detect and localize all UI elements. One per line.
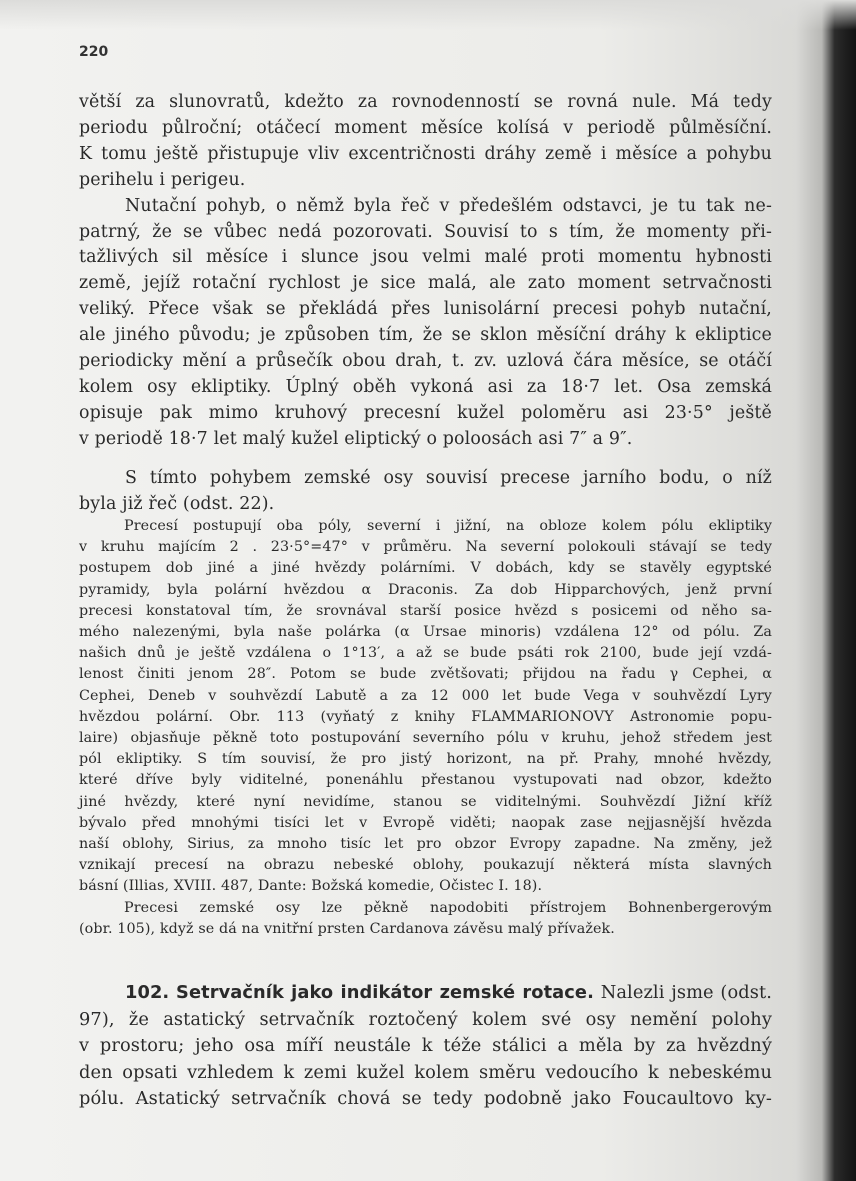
- text-line: bývalo před mnohými tisíci let v Evropě viděti; naopak zase nejjasnější hvězda: [79, 814, 772, 831]
- text-line: lenost činiti jenom 28″. Potom se bude zvětšovati; přijdou na řadu γ Cephei, α: [79, 666, 772, 683]
- text-line: mého nalezenými, byla naše polárka (α Ursae minoris) vzdálena 12° od pólu. Za: [79, 624, 772, 641]
- text-line: opisuje pak mimo kruhový precesní kužel poloměru asi 23·5° ještě: [79, 402, 772, 423]
- page-number: 220: [79, 44, 109, 60]
- text-line: Nutační pohyb, o němž byla řeč v předešlém odstavci, je tu tak ne-: [125, 195, 772, 216]
- text-line: země, jejíž rotační rychlost je sice malá, ale zato moment setrvačnosti: [79, 273, 772, 294]
- text-line: Nalezli jsme (odst.: [600, 982, 772, 1003]
- text-line: tažlivých sil měsíce i slunce jsou velmi malé proti momentu hybnosti: [79, 247, 772, 268]
- text-line: perihelu i perigeu.: [79, 169, 246, 190]
- text-line: K tomu ještě přistupuje vliv excentričnosti dráhy země i měsíce a pohybu: [79, 143, 772, 164]
- text-line: hvězdou polární. Obr. 113 (vyňatý z knihy FLAMMARIONOVY Astronomie popu-: [79, 708, 772, 725]
- text-line: den opsati vzhledem k zemi kužel kolem směru vedoucího k nebeskému: [79, 1061, 772, 1083]
- text-line: postupem dob jiné a jiné hvězdy polárními. V dobách, kdy se stavěly egyptské: [79, 560, 772, 577]
- text-line: naší oblohy, Sirius, za mnoho tisíc let pro obzor Evropy zapadne. Na změny, jež: [79, 836, 772, 853]
- text-line: byla již řeč (odst. 22).: [79, 493, 275, 514]
- text-line: pólu. Astatický setrvačník chová se tedy podobně jako Foucaultovo ky-: [79, 1088, 772, 1109]
- section-number: 102.: [125, 982, 170, 1003]
- section-102: [79, 980, 772, 1113]
- text-line: vznikají precesí na obrazu nebeské oblohy, poukazují některá místa slavných: [79, 857, 772, 874]
- text-line: Precesi zemské osy lze pěkně napodobiti přístrojem Bohnenbergerovým: [124, 899, 772, 916]
- main-text-2: [79, 466, 772, 518]
- text-line: v kruhu majícím 2 . 23·5°=47° v průměru. Na severní polokouli stávají se tedy: [79, 539, 772, 556]
- page-top-shadow: [0, 0, 856, 30]
- text-line: periodu půlroční; otáčecí moment měsíce kolísá v periodě půlměsíční.: [79, 117, 772, 138]
- text-line: (obr. 105), když se dá na vnitřní prsten Cardanova závěsu malý přívažek.: [79, 920, 615, 937]
- text-line: našich dnů je ještě vzdálena o 1°13′, a až se bude psáti rok 2100, bude její vzdá-: [79, 645, 772, 662]
- text-line: ale jiného původu; je způsoben tím, že se sklon měsíční dráhy k ekliptice: [79, 325, 772, 346]
- text-line: větší za slunovratů, kdežto za rovnodenností se rovná nule. Má tedy: [79, 92, 772, 112]
- text-line: v periodě 18·7 let malý kužel eliptický o poloosách asi 7″ a 9″.: [79, 428, 633, 449]
- section-heading-line: [79, 980, 772, 1007]
- text-line: Precesí postupují oba póly, severní i jižní, na obloze kolem pólu ekliptiky: [124, 518, 772, 534]
- text-line: básní (Illias, XVIII. 487, Dante: Božská komedie, Očistec I. 18).: [79, 878, 543, 895]
- text-line: kolem osy ekliptiky. Úplný oběh vykoná asi za 18·7 let. Osa zemská: [79, 376, 772, 397]
- text-line: pól ekliptiky. S tím souvisí, že pro jistý horizont, na př. Prahy, mnohé hvězdy,: [79, 751, 772, 768]
- section-title: Setrvačník jako indikátor zemské rotace.: [176, 982, 594, 1003]
- text-line: jiné hvězdy, které nyní nevidíme, stanou se viditelnými. Souhvězdí Jižní kříž: [79, 793, 772, 810]
- text-line: precesi konstatoval tím, že srovnával starší posice hvězd s posicemi od něho sa-: [79, 602, 772, 619]
- text-line: laire) objasňuje pěkně toto postupování severního pólu v kruhu, jehož středem jest: [79, 730, 772, 747]
- main-text: [79, 90, 772, 453]
- text-line: pyramidy, byla polární hvězdou α Draconis. Za dob Hipparchových, jenž první: [79, 581, 772, 598]
- text-line: S tímto pohybem zemské osy souvisí precese jarního bodu, o níž: [125, 468, 772, 488]
- text-line: 97), že astatický setrvačník roztočený kolem své osy nemění polohy: [79, 1008, 772, 1030]
- text-line: patrný, že se vůbec nedá pozorovati. Souvisí to s tím, že momenty při-: [79, 221, 772, 242]
- small-print: [79, 516, 772, 940]
- text-line: periodicky mění a průsečík obou drah, t. zv. uzlová čára měsíce, se otáčí: [79, 351, 772, 372]
- text-line: Cephei, Deneb v souhvězdí Labutě a za 12 000 let bude Vega v souhvězdí Lyry: [79, 687, 772, 704]
- text-line: v prostoru; jeho osa míří neustále k téže stálici a měla by za hvězdný: [79, 1035, 772, 1056]
- text-line: veliký. Přece však se překládá přes lunisolární precesi pohyb nutační,: [79, 299, 772, 320]
- text-line: které dříve byly viditelné, ponenáhlu přestanou vystupovati nad obzor, kdežto: [79, 772, 772, 789]
